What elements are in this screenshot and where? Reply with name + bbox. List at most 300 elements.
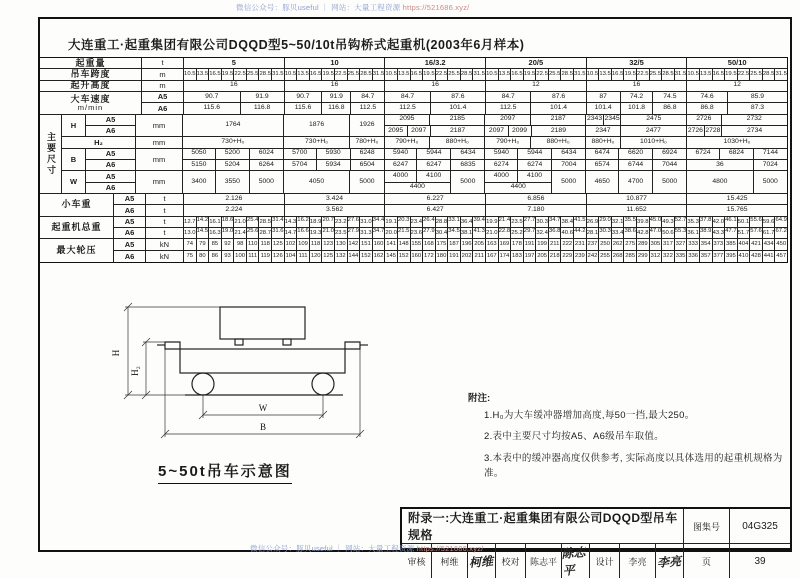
- r: [86, 183, 135, 193]
- data-cell: 2477: [645, 126, 661, 134]
- data-cell: 5050: [183, 149, 216, 159]
- group: [285, 251, 386, 262]
- data-cell: 13.0: [184, 228, 197, 238]
- data-cell: 36.4: [461, 217, 474, 227]
- b-a5-row: [687, 149, 787, 160]
- data-cell: 152: [360, 251, 373, 262]
- data-cell: 199: [536, 239, 549, 250]
- data-cell: 41.5: [574, 216, 586, 223]
- group: [486, 81, 587, 91]
- span-cell: 28.5: [561, 69, 574, 79]
- r: [86, 149, 135, 160]
- role-name: 李亮: [620, 544, 656, 578]
- data-cell: 6474: [586, 149, 619, 159]
- a5-label: A5: [105, 149, 116, 159]
- watermark-bottom-text: 微信公众号：豚贝useful ｜ 网站：大量工程资源: [250, 544, 417, 553]
- data-cell: 23.5: [335, 228, 348, 238]
- data-cell: 100: [234, 251, 247, 262]
- span-cell: 16.5: [209, 69, 222, 79]
- unit-t: t: [142, 58, 184, 68]
- data-cell: 6024: [258, 149, 274, 157]
- group: [687, 137, 787, 147]
- data-cell: 239: [574, 252, 585, 259]
- data-cell: 6924: [662, 149, 678, 157]
- dim-label-h: H: [111, 349, 121, 357]
- dim-letter: B: [62, 149, 86, 171]
- data-cell: 19.3: [310, 228, 323, 238]
- group: [184, 92, 285, 114]
- data-cell: 102: [285, 239, 298, 250]
- group: [385, 137, 486, 147]
- data-cell: 115.6: [184, 103, 241, 113]
- band-right: [114, 239, 787, 262]
- data-cell: 2345: [604, 115, 622, 125]
- data-cell: 6.856: [527, 194, 545, 202]
- data-cell: 6620: [619, 149, 653, 159]
- group: [285, 228, 386, 238]
- data-cell: 18.6: [222, 217, 235, 227]
- unit: t: [146, 205, 184, 215]
- data-cell: 20.7: [322, 217, 335, 227]
- span-cell: 13.5: [398, 69, 411, 79]
- data-cell: 29.7: [524, 228, 537, 238]
- watermark-bottom: [250, 543, 483, 554]
- data-cell: 38.4: [561, 217, 574, 227]
- speed-a6-row: [385, 103, 485, 113]
- group: [587, 251, 688, 262]
- w-a6-row: [385, 183, 450, 193]
- data-cell: 354: [700, 239, 713, 250]
- data-cell: 42.0: [713, 217, 726, 227]
- group: [285, 58, 386, 68]
- height-value: 16: [431, 81, 439, 89]
- w-left: [485, 171, 551, 193]
- data-cell: 123: [322, 239, 335, 250]
- data-cell: 183: [511, 251, 524, 262]
- unit: t: [146, 228, 184, 238]
- span-cell: 19.5: [322, 69, 335, 79]
- data-cell: 2734: [747, 126, 763, 134]
- group: [587, 217, 688, 227]
- data-cell: 126: [272, 252, 283, 259]
- group: [587, 228, 688, 238]
- data-cell: 327: [675, 240, 686, 247]
- b-a6-row: [183, 160, 283, 170]
- data-cell: 79: [197, 239, 210, 250]
- data-cell: 2475: [646, 115, 662, 123]
- span-cell: 31.5: [473, 70, 485, 77]
- r: [142, 103, 183, 113]
- data-cell: 75: [184, 251, 197, 262]
- span-cell: 13.5: [499, 69, 512, 79]
- group: [486, 205, 587, 215]
- group: [486, 217, 587, 227]
- data-cell: 3.562: [326, 206, 344, 214]
- span-cell: 28.5: [360, 69, 373, 79]
- span-cell: 22.5: [234, 69, 247, 79]
- a6-label: A6: [105, 183, 116, 193]
- group: [687, 92, 787, 114]
- dims-right: [62, 115, 787, 193]
- dim-letter: W: [62, 171, 86, 193]
- data-cell: 18.9: [310, 217, 323, 227]
- data-cell: 118: [259, 239, 272, 250]
- signature: 柯维: [469, 553, 494, 570]
- span-cell: 31.5: [372, 70, 385, 77]
- speed-a5-row: [385, 92, 485, 103]
- b-a5-row: [284, 149, 384, 160]
- watermark-bottom-url: https://521686.xyz/: [416, 544, 484, 553]
- b-a6-row: [586, 160, 686, 170]
- data-cell: 237: [587, 239, 600, 250]
- unit-mm: mm: [136, 137, 183, 147]
- data-cell: 2726: [687, 115, 721, 125]
- b-a6-row: [687, 160, 787, 170]
- crane-diagram: [95, 287, 415, 457]
- group: [385, 81, 486, 91]
- row-label-speed: [40, 92, 142, 114]
- a5-row: [114, 217, 787, 228]
- data-cell: 16.3: [209, 228, 222, 238]
- row-label: 起重机总重: [40, 217, 114, 239]
- data-cell: 7044: [662, 160, 678, 168]
- data-cell: 21.0: [486, 228, 499, 238]
- height-value: 12: [532, 81, 540, 89]
- data-cell: 155: [411, 239, 424, 250]
- signature: 李亮: [657, 553, 682, 570]
- b-a5-row: [485, 149, 585, 160]
- data-cell: 5000: [258, 177, 274, 185]
- data-cell: 205: [474, 240, 485, 247]
- a6-label: A6: [114, 228, 146, 238]
- data-cell: 730+H₀: [284, 137, 350, 147]
- data-cell: 28.1: [587, 228, 600, 238]
- span-cell: 28.5: [461, 69, 474, 79]
- data-cell: 39.4: [473, 216, 485, 223]
- data-cell: 5704: [284, 160, 317, 170]
- a6-row: [114, 251, 787, 262]
- data-cell: 174: [499, 251, 512, 262]
- data-cell: 2347: [586, 126, 620, 136]
- data-cell: 6274: [518, 160, 552, 170]
- data-cell: 67.2: [775, 227, 787, 234]
- data-cell: 5150: [183, 160, 216, 170]
- data-cell: 730+H₀: [221, 138, 245, 146]
- span-cell: 19.5: [524, 69, 537, 79]
- data-cell: 112.5: [359, 104, 377, 112]
- group: [385, 69, 486, 79]
- role-name: 陈志平: [526, 544, 562, 578]
- data-cell: 28.5: [259, 217, 272, 227]
- data-cell: 2187: [450, 126, 466, 134]
- data-cell: 5934: [317, 160, 351, 170]
- data-cell: 357: [700, 251, 713, 262]
- group: [687, 149, 787, 171]
- data-cell: 87.3: [750, 104, 765, 112]
- data-cell: 336: [687, 251, 700, 262]
- data-cell: 25.4: [247, 217, 260, 227]
- data-cell: 34.5: [448, 228, 461, 238]
- data-cell: 16.2: [297, 217, 310, 227]
- dim-subband: [62, 149, 787, 172]
- data-cell: 33.4: [612, 228, 625, 238]
- group: [183, 149, 284, 171]
- data-cell: 34.7: [372, 227, 385, 234]
- group: [687, 217, 787, 227]
- data-cell: 20.3: [398, 217, 411, 227]
- group: [285, 217, 386, 227]
- w-left: [385, 171, 451, 193]
- data-cell: 49.3: [662, 217, 675, 227]
- span-cell: 16.5: [713, 69, 726, 79]
- data-cell: 32.4: [536, 228, 549, 238]
- capacity-value: 10: [330, 58, 339, 68]
- role-label: 校对: [496, 544, 526, 578]
- group: [587, 69, 688, 79]
- data-cell: 38.9: [700, 228, 713, 238]
- span-cell: 16.5: [411, 69, 424, 79]
- data-cell: 231: [574, 240, 585, 247]
- unit-mm: mm: [136, 115, 183, 137]
- group: [587, 58, 688, 68]
- data-cell: 39.8: [637, 217, 650, 227]
- crane-schematic-svg: [95, 287, 415, 452]
- data-cell: 6724: [687, 149, 720, 159]
- a6-label: A6: [105, 160, 116, 170]
- data-cell: 211: [474, 252, 484, 259]
- data-cell: 111: [297, 251, 310, 262]
- group: [586, 115, 687, 137]
- span-cell: 22.5: [738, 69, 751, 79]
- group: [486, 92, 587, 114]
- dim-label-w: W: [258, 403, 268, 413]
- data-cell: 145: [385, 251, 398, 262]
- group: [586, 171, 687, 193]
- w-a6-row: [485, 183, 550, 193]
- row-label-dims: 主要尺寸: [40, 115, 62, 193]
- data-cell: 21.4: [499, 217, 512, 227]
- dim-a5a6: [86, 171, 136, 193]
- group: [385, 228, 486, 238]
- data-cell: 14.7: [285, 228, 298, 238]
- data-cell: 5940: [485, 149, 518, 159]
- data-cell: 6.427: [426, 206, 444, 214]
- data-cell: 2189: [550, 126, 566, 134]
- data-cell: 51.7: [738, 228, 751, 238]
- unit-m: m: [142, 69, 184, 79]
- data-cell: 91.9: [322, 92, 351, 102]
- data-cell: 33.1: [448, 217, 461, 227]
- data-cell: 410: [738, 251, 751, 262]
- data-cell: 790+H₀: [485, 137, 530, 147]
- band-right: [114, 194, 787, 216]
- h-a5-row: [385, 115, 485, 126]
- group: [385, 239, 486, 250]
- span-cell: 31.5: [674, 70, 687, 77]
- span-cell: 25.5: [750, 69, 763, 79]
- speed-a5a6-col: [142, 92, 184, 114]
- role-label: 设计: [590, 544, 620, 578]
- data-cell: 4100: [526, 172, 543, 180]
- capacity-value: 20/5: [528, 58, 544, 68]
- data-cell: 47.0: [650, 228, 663, 238]
- data-cell: 385: [725, 239, 738, 250]
- data-cell: 14.2: [197, 217, 210, 227]
- table-band: [40, 115, 787, 194]
- data-cell: 6248: [359, 149, 375, 157]
- speed-a5-row: [285, 92, 385, 103]
- a5-label: A5: [114, 217, 146, 227]
- span-cell: 13.5: [700, 69, 713, 79]
- data-cell: 160: [373, 240, 384, 247]
- data-cell: 15.425: [726, 194, 748, 202]
- b-a5-row: [586, 149, 686, 160]
- capacity-value: 32/5: [629, 58, 644, 68]
- group: [687, 205, 787, 215]
- a6-row: [114, 205, 787, 215]
- a5-label: A5: [157, 92, 168, 102]
- group: [587, 194, 688, 204]
- table-band: [40, 239, 787, 262]
- data-cell: 23.2: [335, 217, 348, 227]
- data-cell: 101.4: [587, 103, 621, 113]
- data-cell: 7144: [762, 149, 779, 157]
- height-value: 16: [632, 81, 641, 89]
- unit: kN: [146, 251, 184, 262]
- unit-mm: mm: [136, 149, 183, 171]
- note-item: 2.表中主要尺寸均按A5、A6级吊车取值。: [484, 431, 664, 443]
- span-cell: 22.5: [637, 69, 650, 79]
- group: [687, 58, 787, 68]
- data-cell: 2343: [586, 115, 604, 125]
- data-cell: 333: [687, 239, 700, 250]
- r: [86, 115, 135, 126]
- b-a6-row: [385, 160, 485, 170]
- group: [184, 217, 285, 227]
- data-cell: 222: [561, 239, 574, 250]
- data-cell: 6574: [586, 160, 619, 170]
- speed-a5-row: [486, 92, 586, 103]
- data-cell: 45.0: [650, 217, 663, 227]
- data-cell: 5000: [561, 177, 577, 185]
- data-cell: 84.7: [385, 92, 430, 102]
- dim-letter: H: [62, 115, 86, 137]
- unit: t: [146, 194, 184, 204]
- data-cell: 172: [423, 251, 436, 262]
- group: [285, 92, 386, 114]
- data-cell: 2726: [687, 126, 705, 136]
- data-cell: 780+H₀: [355, 138, 379, 146]
- data-cell: 36: [687, 160, 753, 170]
- data-cell: 30.3: [599, 228, 612, 238]
- data-cell: 43.3: [713, 228, 726, 238]
- group: [687, 115, 787, 137]
- dim-subband: [62, 137, 787, 148]
- span-cell: 31.5: [574, 70, 586, 77]
- data-cell: 191: [524, 239, 537, 250]
- table-band: [40, 217, 787, 240]
- band-right: [114, 217, 787, 239]
- data-cell: 28.8: [436, 217, 449, 227]
- data-cell: 16.6: [297, 228, 310, 238]
- data-cell: 25.2: [511, 228, 524, 238]
- span-cell: 19.5: [222, 69, 235, 79]
- group: [587, 81, 688, 91]
- data-cell: 11.652: [626, 206, 647, 214]
- speed-label-cn: 大车速度: [70, 93, 111, 104]
- data-cell: 31.3: [360, 228, 373, 238]
- data-cell: 61.7: [763, 228, 776, 238]
- data-cell: 27.9: [423, 228, 436, 238]
- data-cell: 152: [398, 251, 411, 262]
- group: [486, 251, 587, 262]
- data-cell: 27.7: [524, 217, 537, 227]
- data-cell: 2095: [385, 126, 408, 136]
- notes-block: [468, 391, 790, 487]
- group: [184, 228, 285, 238]
- data-cell: 90.7: [285, 92, 323, 102]
- data-cell: 6824: [720, 149, 754, 159]
- row-label: 小车重: [40, 194, 114, 216]
- data-cell: 14.3: [285, 217, 298, 227]
- data-cell: 880+H₀: [586, 137, 620, 147]
- data-cell: 6247: [385, 160, 418, 170]
- data-cell: 6434: [561, 149, 577, 157]
- capacity-value: 16/3.2: [424, 58, 446, 68]
- data-cell: 404: [738, 239, 751, 250]
- data-cell: 41.3: [473, 227, 485, 234]
- data-cell: 7024: [762, 160, 778, 168]
- data-cell: 197: [524, 251, 537, 262]
- unit-mm: mm: [136, 171, 183, 193]
- group: [687, 239, 787, 250]
- data-cell: 2097: [485, 126, 508, 136]
- data-cell: 14.5: [197, 228, 210, 238]
- span-cell: 28.5: [662, 69, 675, 79]
- data-cell: 6504: [359, 160, 375, 168]
- data-cell: 4800: [687, 171, 753, 193]
- group: [385, 205, 486, 215]
- wheel-left: [192, 373, 214, 395]
- data-cell: 57.6: [750, 228, 763, 238]
- data-cell: 50.1: [738, 217, 751, 227]
- data-cell: 196: [461, 239, 474, 250]
- data-cell: 90.7: [184, 92, 241, 102]
- group: [485, 137, 586, 147]
- w-a5-row: [485, 171, 550, 182]
- data-cell: 25.6: [247, 228, 260, 238]
- group: [183, 115, 284, 137]
- data-cell: 175: [436, 239, 449, 250]
- data-cell: 229: [561, 251, 574, 262]
- page-number: 39: [754, 555, 766, 567]
- atlas-number: 04G325: [742, 520, 778, 532]
- data-cell: 6744: [619, 160, 653, 170]
- r: [86, 160, 135, 170]
- data-cell: 169: [499, 239, 512, 250]
- data-cell: 3400: [183, 171, 216, 193]
- row-label: 最大轮压: [40, 239, 114, 262]
- data-cell: 5930: [317, 149, 351, 159]
- group: [183, 171, 284, 193]
- bridge-girder: [180, 349, 345, 373]
- row-label-height: 起升高度: [40, 81, 142, 91]
- signature-cell: [562, 544, 590, 578]
- data-cell: 335: [675, 252, 686, 259]
- data-cell: 317: [662, 239, 675, 250]
- data-cell: 34.7: [549, 217, 562, 227]
- span-cell: 10.5: [587, 69, 600, 79]
